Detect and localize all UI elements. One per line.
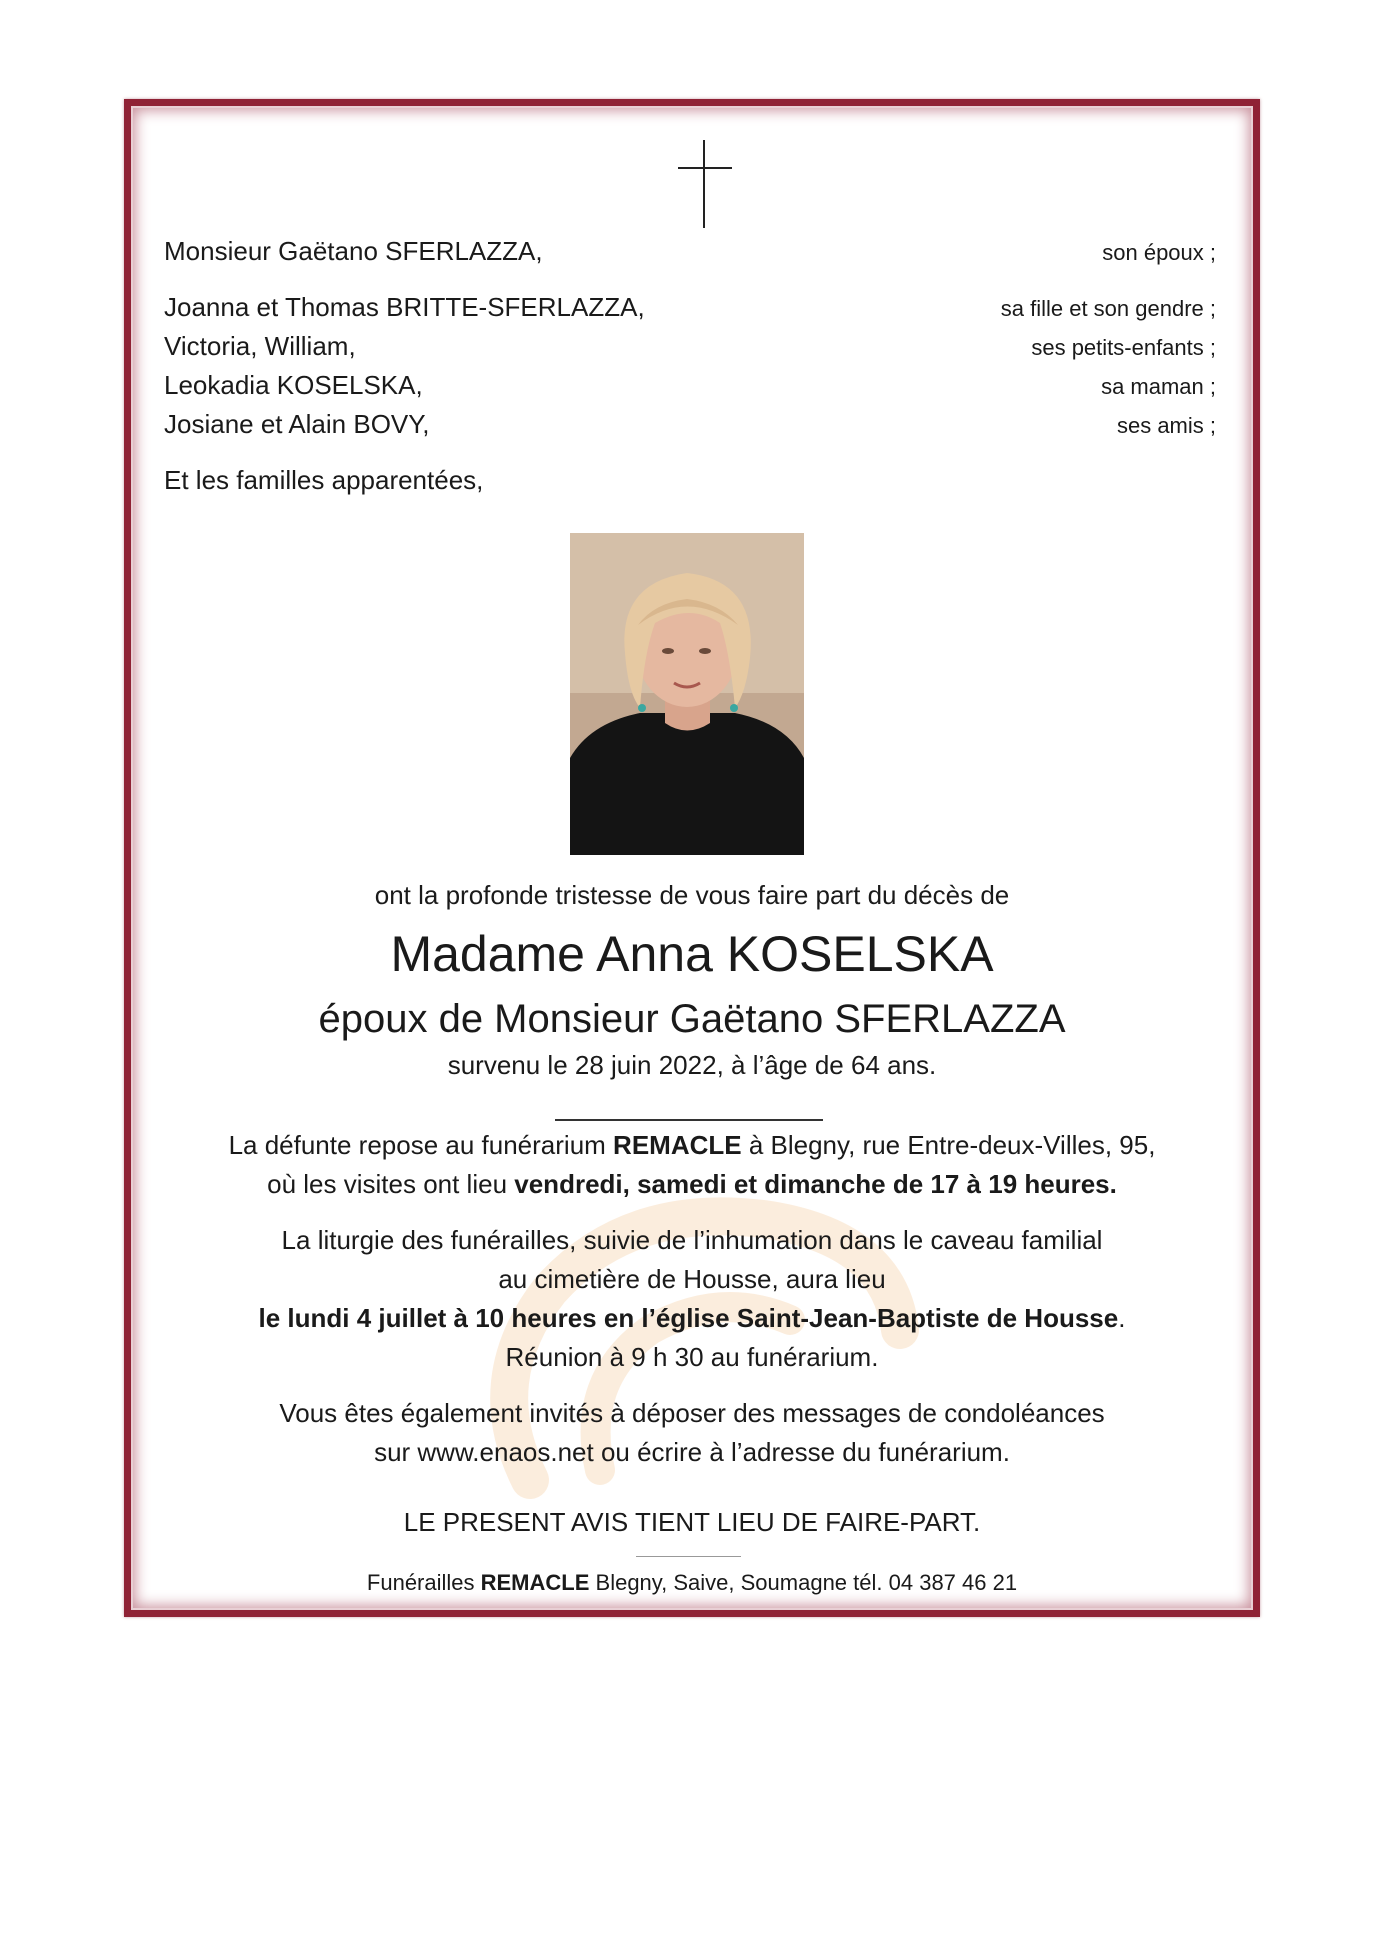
footer [124,1570,1260,1596]
related-families-row [164,465,1216,496]
rest-line-1 [124,1130,1260,1161]
rest-text: La défunte repose au funérarium [228,1130,614,1160]
cross-icon [678,140,732,228]
portrait-photo [570,533,804,855]
family-relation: sa maman ; [1101,374,1216,399]
funeral-home-name: REMACLE [613,1130,742,1160]
family-row [164,409,1216,440]
liturgy-line-3 [124,1303,1260,1334]
family-row [164,292,1216,323]
family-relation: sa fille et son gendre ; [1000,296,1216,321]
condolences-line-2: sur www.enaos.net ou écrire à l’adresse du funérarium. [374,1437,1010,1467]
family-member-name: Victoria, William, [164,331,356,361]
liturgy-line-1: La liturgie des funérailles, suivie de l’inhumation dans le caveau familial [281,1225,1103,1255]
death-line: survenu le 28 juin 2022, à l’âge de 64 ans. [447,1050,937,1080]
announcement: ont la profonde tristesse de vous faire part du décès de [374,880,1010,910]
ceremony-details: le lundi 4 juillet à 10 heures en l’église Saint-Jean-Baptiste de Housse [258,1303,1119,1333]
family-member-name: Monsieur Gaëtano SFERLAZZA, [164,236,543,266]
family-member-name: Josiane et Alain BOVY, [164,409,430,439]
family-row [164,331,1216,362]
footer-contact: Blegny, Saive, Soumagne tél. 04 387 46 21 [589,1570,1018,1595]
liturgy-line-2: au cimetière de Housse, aura lieu [498,1264,886,1294]
family-relation: son époux ; [1102,240,1216,265]
footer-brand: REMACLE [480,1570,590,1595]
family-member-name: Leokadia KOSELSKA, [164,370,423,400]
family-relation: ses petits-enfants ; [1031,335,1216,360]
related-families: Et les familles apparentées, [164,465,484,495]
visits-text: où les visites ont lieu [267,1169,515,1199]
spouse-line: époux de Monsieur Gaëtano SFERLAZZA [318,997,1066,1041]
condolences-line-1: Vous êtes également invités à déposer des messages de condoléances [279,1398,1105,1428]
family-row [164,236,1216,267]
notice: LE PRESENT AVIS TIENT LIEU DE FAIRE-PART. [403,1507,981,1537]
visits-schedule: vendredi, samedi et dimanche de 17 à 19 heures. [514,1169,1117,1199]
visits-line [124,1169,1260,1200]
family-row [164,370,1216,401]
family-member-name: Joanna et Thomas BRITTE-SFERLAZZA, [164,292,645,322]
rest-address: à Blegny, rue Entre-deux-Villes, 95, [741,1130,1156,1160]
deceased-name: Madame Anna KOSELSKA [390,926,994,982]
portrait-illustration [570,533,804,855]
meeting-line: Réunion à 9 h 30 au funérarium. [505,1342,879,1372]
family-relation: ses amis ; [1116,413,1216,438]
ceremony-end: . [1118,1303,1126,1333]
footer-text: Funérailles [366,1570,481,1595]
footer-separator [636,1556,741,1557]
separator-line [555,1119,823,1121]
